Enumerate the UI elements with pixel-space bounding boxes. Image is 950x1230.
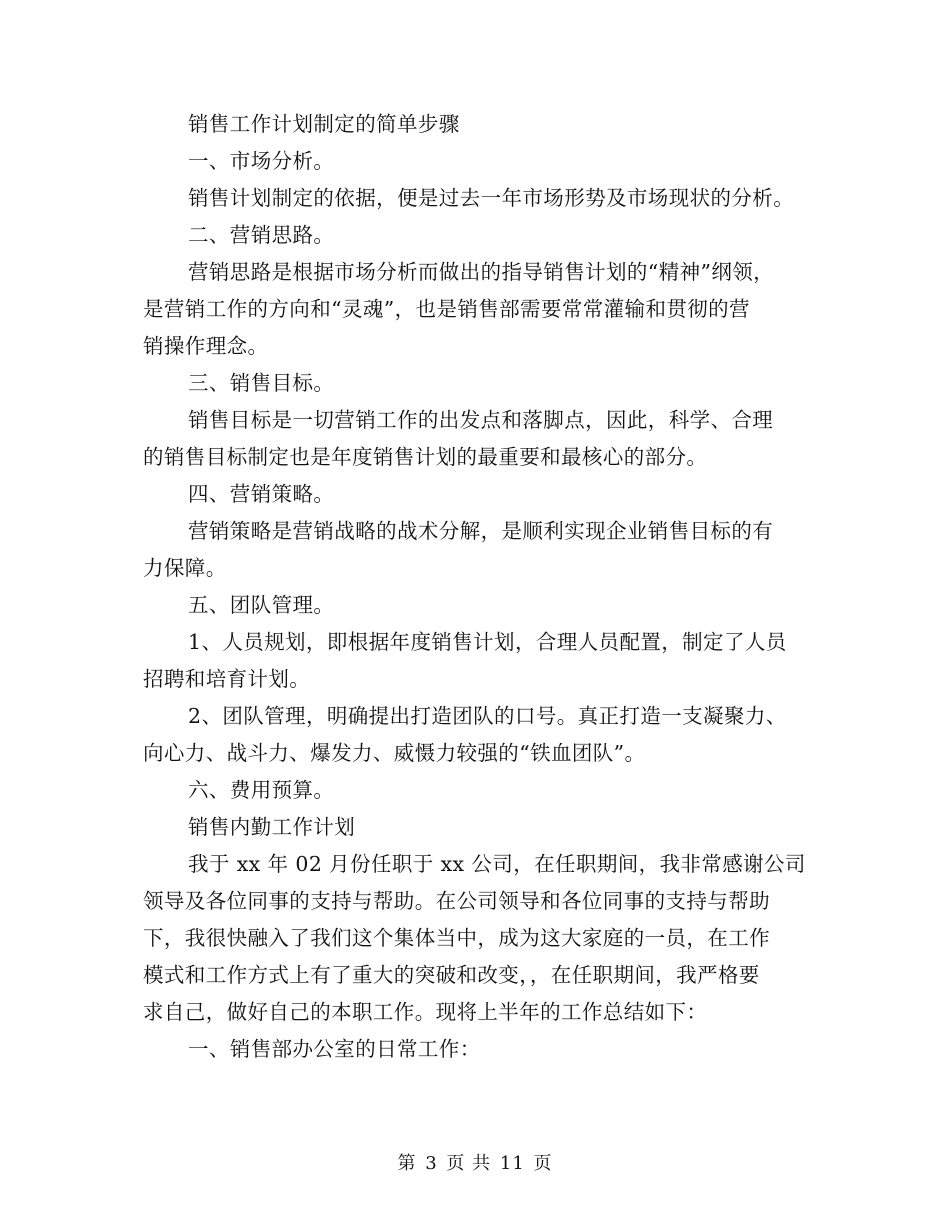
- paragraph-line: 的销售目标制定也是年度销售计划的最重要和最核心的部分。: [143, 445, 708, 469]
- footer-suffix: 页: [533, 1153, 553, 1174]
- paragraph-line: 我于 xx 年 02 月份任职于 xx 公司，在任职期间，我非常感谢公司: [188, 852, 806, 876]
- document-body: [143, 106, 813, 1068]
- heading-sales-plan-steps: 销售工作计划制定的简单步骤: [188, 112, 460, 136]
- section-heading-team-management: 五、团队管理。: [188, 593, 335, 617]
- page-footer: [0, 1152, 950, 1176]
- paragraph-line: 求自己，做好自己的本职工作。现将上半年的工作总结如下：: [143, 1000, 708, 1024]
- paragraph-line: 销售计划制定的依据，便是过去一年市场形势及市场现状的分析。: [188, 186, 795, 210]
- paragraph-line: 领导及各位同事的支持与帮助。在公司领导和各位同事的支持与帮助: [143, 889, 770, 913]
- paragraph-line: 是营销工作的方向和“灵魂”，也是销售部需要常常灌输和贯彻的营: [143, 297, 750, 321]
- section-heading-budget: 六、费用预算。: [188, 778, 335, 802]
- footer-middle: 页 共: [446, 1153, 492, 1174]
- section-heading-market-analysis: 一、市场分析。: [188, 149, 335, 173]
- section-heading-marketing-approach: 二、营销思路。: [188, 223, 335, 247]
- paragraph-line: 向心力、战斗力、爆发力、威慑力较强的“铁血团队”。: [143, 741, 646, 765]
- paragraph-line: 力保障。: [143, 556, 227, 580]
- paragraph-line: 销操作理念。: [143, 334, 269, 358]
- footer-total-pages: 11: [499, 1153, 525, 1174]
- heading-sales-office-plan: 销售内勤工作计划: [188, 815, 356, 839]
- footer-current-page: 3: [425, 1153, 438, 1174]
- section-heading-daily-work: 一、销售部办公室的日常工作：: [188, 1037, 481, 1061]
- section-heading-marketing-strategy: 四、营销策略。: [188, 482, 335, 506]
- paragraph-line: 招聘和培育计划。: [143, 667, 311, 691]
- paragraph-line: 模式和工作方式上有了重大的突破和改变，，在任职期间，我严格要: [143, 963, 760, 987]
- paragraph-line: 销售目标是一切营销工作的出发点和落脚点，因此，科学、合理: [188, 408, 774, 432]
- paragraph-line: 下，我很快融入了我们这个集体当中，成为这大家庭的一员，在工作: [143, 926, 770, 950]
- section-heading-sales-target: 三、销售目标。: [188, 371, 335, 395]
- paragraph-line: 营销策略是营销战略的战术分解，是顺利实现企业销售目标的有: [188, 519, 774, 543]
- footer-prefix: 第: [397, 1153, 417, 1174]
- paragraph-line: 2、团队管理，明确提出打造团队的口号。真正打造一支凝聚力、: [188, 704, 787, 728]
- paragraph-line: 1、人员规划，即根据年度销售计划，合理人员配置，制定了人员: [188, 630, 787, 654]
- paragraph-line: 营销思路是根据市场分析而做出的指导销售计划的“精神”纲领，: [188, 260, 775, 284]
